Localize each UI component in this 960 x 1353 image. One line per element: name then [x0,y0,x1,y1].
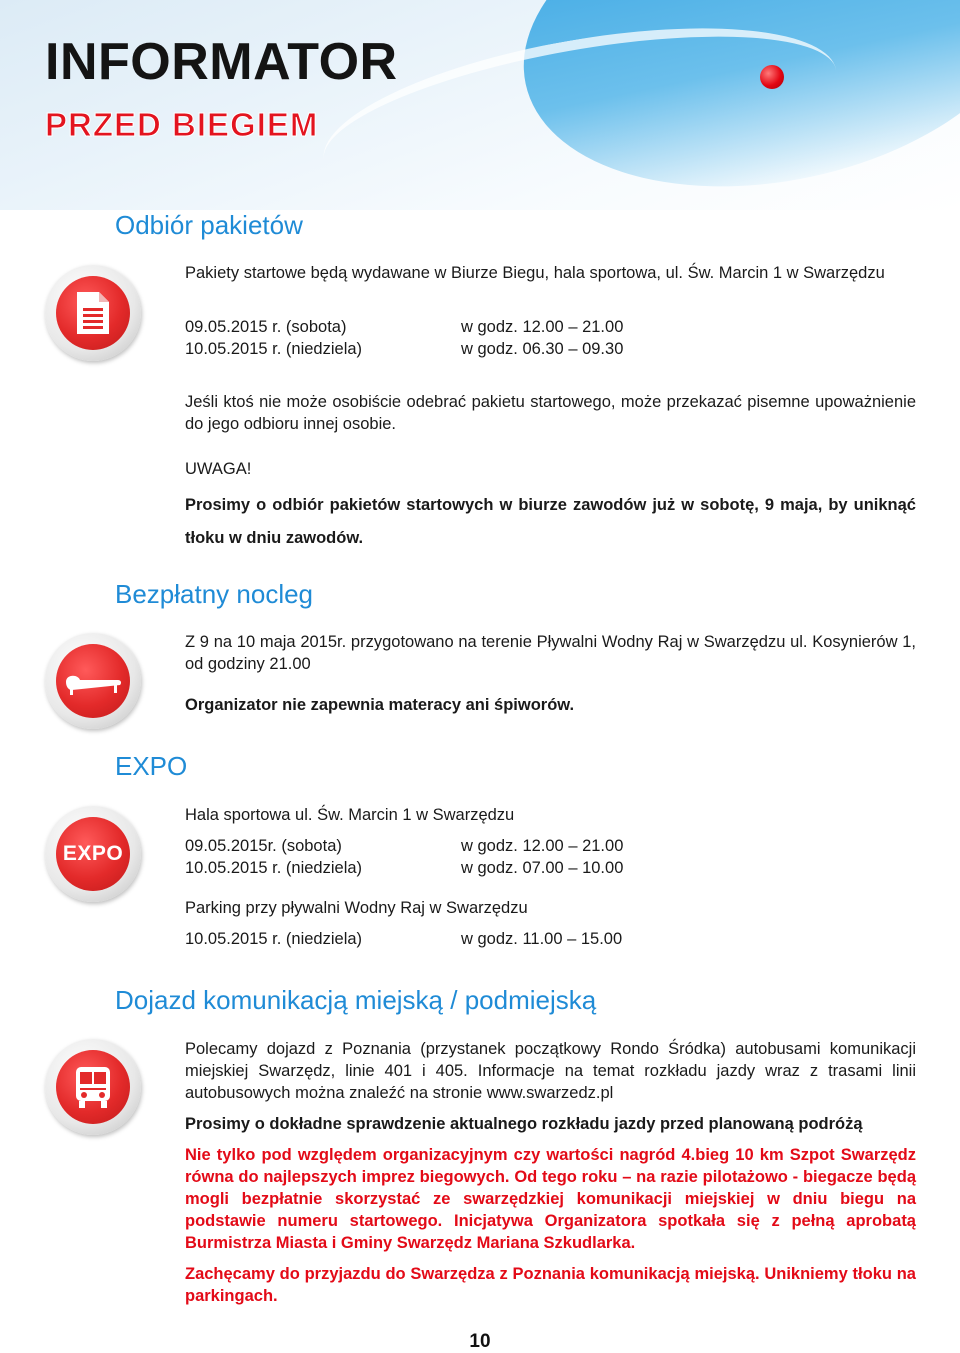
schedule-hours: w godz. 06.30 – 09.30 [461,340,624,358]
schedule-hours: w godz. 12.00 – 21.00 [461,837,624,855]
dojazd-text: Polecamy dojazd z Poznania (przystanek początkowy Rondo Śródka) autobusami komunikacji miejskiej Swarzędz, linie 401 i 405. Informacje na temat rozkładu jazdy wraz z trasami linii autobusowych można znaleźć na stronie www.swarzedz.pl [185,1040,916,1102]
bus-icon [45,1039,141,1135]
red-dot-decoration [760,65,784,89]
dojazd-red-note-1: Nie tylko pod względem organizacyjnym czy wartości nagród 4.bieg 10 km Szpot Swarzędz równa do najlepszych imprez biegowych. Od tego roku – na razie pilotażowo - biegacze będą mogli bezpłatnie skorzystać ze swarzędzkiej komunikacji miejskiej w dniu biegu na podstawie numeru startowego. Inicjatywa Organizatora spotkała się z pełną aprobatą Burmistrza Miasta i Gminy Swarzędz Mariana Szkudlarka. [185,1146,916,1252]
page-number: 10 [469,1331,491,1352]
document-icon [45,265,141,361]
warning-label: UWAGA! [185,460,252,478]
bed-icon [45,633,141,729]
section-title-dojazd: Dojazd komunikacją miejską / podmiejską [115,985,597,1015]
section-title-nocleg: Bezpłatny nocleg [115,579,314,609]
expo-location-2: Parking przy pływalni Wodny Raj w Swarzędzu [185,899,528,917]
page-title: INFORMATOR [45,33,398,91]
pakiety-intro: Pakiety startowe będą wydawane w Biurze Biegu, hala sportowa, ul. Św. Marcin 1 w Swarzędzu [185,264,885,282]
section-title-expo: EXPO [115,751,188,781]
page-subtitle: PRZED BIEGIEM [45,106,319,143]
schedule-date: 10.05.2015 r. (niedziela) [185,930,363,948]
schedule-date: 10.05.2015 r. (niedziela) [185,340,363,358]
dojazd-red-note-2: Zachęcamy do przyjazdu do Swarzędza z Poznania komunikacją miejską. Unikniemy tłoku na parkingach. [185,1265,916,1305]
nocleg-note: Organizator nie zapewnia materacy ani śpiworów. [185,696,575,714]
nocleg-text: Z 9 na 10 maja 2015r. przygotowano na terenie Pływalni Wodny Raj w Swarzędzu ul. Kosynierów 1, od godziny 21.00 [185,633,916,673]
schedule-hours: w godz. 11.00 – 15.00 [461,930,623,948]
schedule-hours: w godz. 12.00 – 21.00 [461,318,624,336]
expo-icon-label: EXPO [62,842,124,865]
expo-icon [45,806,141,902]
section-title-pakiety: Odbiór pakietów [115,210,303,240]
schedule-hours: w godz. 07.00 – 10.00 [461,859,624,877]
schedule-date: 09.05.2015 r. (sobota) [185,318,347,336]
schedule-date: 10.05.2015 r. (niedziela) [185,859,363,877]
pakiety-note: Jeśli ktoś nie może osobiście odebrać pakietu startowego, może przekazać pisemne upoważnienie do jego odbioru innej osobie. [185,393,916,433]
expo-location-1: Hala sportowa ul. Św. Marcin 1 w Swarzędzu [185,806,515,824]
warning-text: Prosimy o odbiór pakietów startowych w biurze zawodów już w sobotę, 9 maja, by uniknąć tłoku w dniu zawodów. [185,496,916,547]
schedule-date: 09.05.2015r. (sobota) [185,837,342,855]
dojazd-bold-note: Prosimy o dokładne sprawdzenie aktualnego rozkładu jazdy przed planowaną podróżą [185,1115,863,1133]
